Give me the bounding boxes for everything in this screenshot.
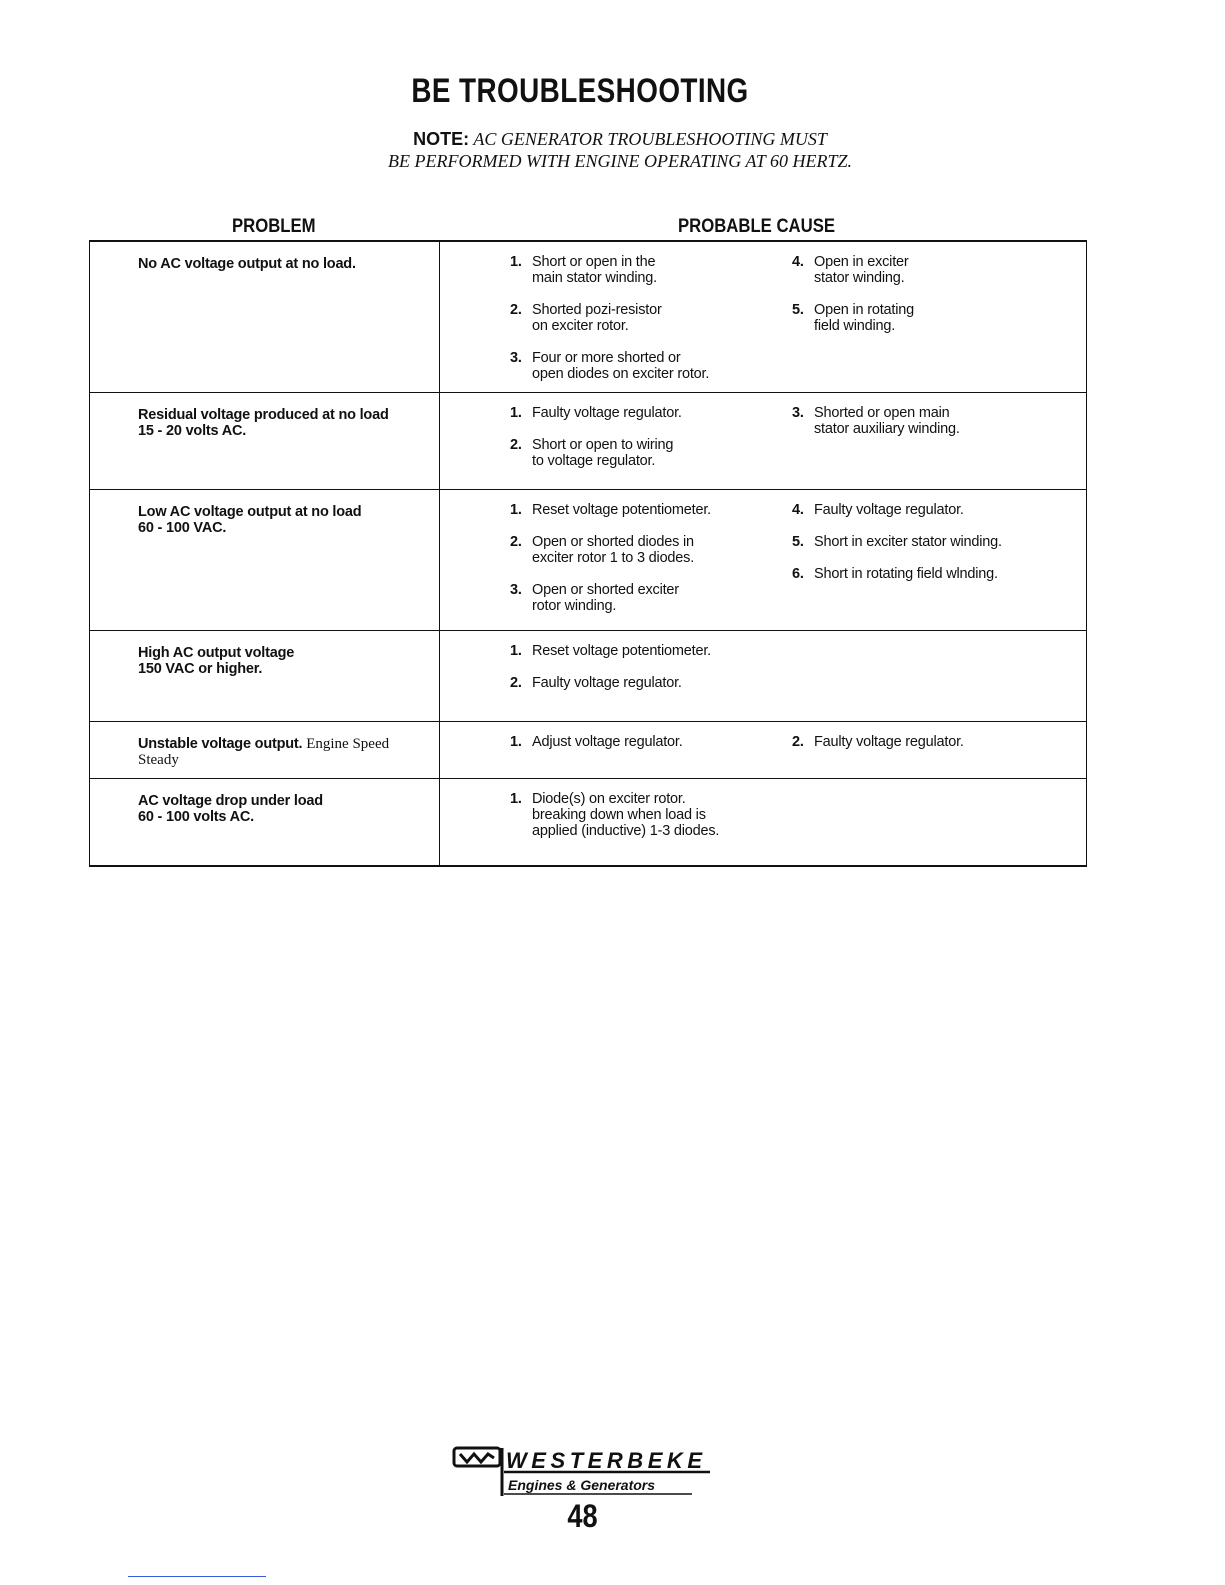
cause-item	[792, 566, 1072, 582]
cause-text: Short or open in the main stator winding.	[532, 254, 657, 286]
problem-cell	[90, 393, 440, 489]
cause-number: 4.	[792, 502, 804, 518]
problem-text: High AC output voltage	[138, 645, 295, 661]
cause-column-right	[792, 791, 1072, 839]
cause-column-right	[792, 502, 1072, 614]
cause-cell	[440, 722, 1086, 778]
cause-text: Faulty voltage regulator.	[532, 405, 682, 421]
cause-text: Reset voltage potentiometer.	[532, 502, 711, 518]
cause-number: 2.	[510, 534, 522, 550]
cause-item	[510, 734, 792, 750]
cause-number: 4.	[792, 254, 804, 270]
cause-item	[792, 405, 1072, 437]
cause-text: Open or shorted exciter rotor winding.	[532, 582, 679, 614]
bottom-rule	[128, 1576, 266, 1577]
cause-text: Diode(s) on exciter rotor. breaking down when load is applied (inductive) 1-3 diodes.	[532, 791, 720, 839]
cause-text: Open in rotating field winding.	[814, 302, 914, 334]
cause-number: 1.	[510, 791, 522, 807]
westerbeke-logo	[452, 1444, 722, 1504]
cause-item	[792, 254, 1072, 286]
cause-column-right	[792, 254, 1072, 382]
cause-item	[792, 502, 1072, 518]
cause-header: PROBABLE CAUSE	[678, 216, 835, 237]
table-row	[90, 630, 1086, 721]
cause-text: Faulty voltage regulator.	[814, 502, 964, 518]
cause-text: Faulty voltage regulator.	[532, 675, 682, 691]
cause-number: 1.	[510, 502, 522, 518]
table-row	[90, 489, 1086, 630]
cause-text: Short in exciter stator winding.	[814, 534, 1002, 550]
cause-text: Adjust voltage regulator.	[532, 734, 683, 750]
cause-text: Open or shorted diodes in exciter rotor 1 to 3 diodes.	[532, 534, 695, 566]
cause-item	[510, 502, 792, 518]
problem-cell	[90, 722, 440, 778]
cause-number: 5.	[792, 302, 804, 318]
cause-column-left	[510, 643, 792, 691]
problem-text: AC voltage drop under load	[138, 793, 323, 809]
problem-cell	[90, 242, 440, 392]
cause-text: Shorted pozi-resistor on exciter rotor.	[532, 302, 662, 334]
cause-column-left	[510, 502, 792, 614]
cause-column-right	[792, 734, 1072, 750]
cause-cell	[440, 242, 1086, 392]
cause-number: 3.	[792, 405, 804, 421]
problem-text: No AC voltage output at no load.	[138, 256, 356, 272]
cause-column-left	[510, 791, 792, 839]
cause-item	[792, 534, 1072, 550]
problem-text: 60 - 100 VAC.	[138, 520, 227, 536]
page-title: BE TROUBLESHOOTING	[411, 72, 749, 110]
cause-item	[510, 254, 792, 286]
problem-text: 150 VAC or higher.	[138, 661, 263, 677]
logo-brand: WESTERBEKE	[506, 1448, 702, 1473]
problem-text: 60 - 100 volts AC.	[138, 809, 254, 825]
page-number: 48	[567, 1498, 598, 1534]
cause-number: 3.	[510, 582, 522, 598]
cause-item	[510, 350, 792, 382]
problem-cell	[90, 631, 440, 721]
cause-item	[510, 405, 792, 421]
note-line-2: BE PERFORMED WITH ENGINE OPERATING AT 60 HERTZ.	[388, 151, 852, 171]
problem-text: Residual voltage produced at no load	[138, 407, 389, 423]
note-line-1: AC GENERATOR TROUBLESHOOTING MUST	[473, 129, 827, 149]
cause-number: 2.	[792, 734, 804, 750]
cause-text: Reset voltage potentiometer.	[532, 643, 711, 659]
problem-header: PROBLEM	[232, 216, 316, 237]
cause-number: 5.	[792, 534, 804, 550]
logo-tagline: Engines & Generators	[508, 1477, 656, 1493]
problem-suffix: Engine Speed Steady	[138, 736, 390, 768]
cause-text: Four or more shorted or open diodes on exciter rotor.	[532, 350, 710, 382]
cause-cell	[440, 490, 1086, 630]
cause-item	[510, 791, 792, 839]
cause-number: 2.	[510, 437, 522, 453]
cause-item	[510, 582, 792, 614]
cause-number: 2.	[510, 675, 522, 691]
cause-item	[510, 643, 792, 659]
problem-text: 15 - 20 volts AC.	[138, 423, 247, 439]
cause-number: 1.	[510, 405, 522, 421]
cause-column-left	[510, 405, 792, 469]
table-row	[90, 392, 1086, 489]
cause-number: 3.	[510, 350, 522, 366]
troubleshooting-table	[89, 240, 1087, 867]
table-row	[90, 721, 1086, 778]
cause-text: Faulty voltage regulator.	[814, 734, 964, 750]
cause-item	[792, 302, 1072, 334]
cause-item	[510, 302, 792, 334]
cause-number: 6.	[792, 566, 804, 582]
problem-cell	[90, 779, 440, 865]
problem-text: Low AC voltage output at no load	[138, 504, 362, 520]
cause-number: 1.	[510, 643, 522, 659]
table-row	[90, 778, 1086, 865]
problem-text-main: Unstable voltage output.	[138, 736, 303, 752]
cause-column-left	[510, 734, 792, 750]
cause-text: Open in exciter stator winding.	[814, 254, 909, 286]
cause-column-right	[792, 643, 1072, 691]
cause-item	[510, 675, 792, 691]
cause-cell	[440, 779, 1086, 865]
problem-cell	[90, 490, 440, 630]
cause-item	[510, 534, 792, 566]
problem-text	[138, 736, 431, 768]
cause-number: 1.	[510, 734, 522, 750]
cause-number: 1.	[510, 254, 522, 270]
table-row	[90, 242, 1086, 392]
cause-column-left	[510, 254, 792, 382]
cause-column-right	[792, 405, 1072, 469]
cause-text: Short in rotating field wlnding.	[814, 566, 998, 582]
cause-item	[792, 734, 1072, 750]
cause-item	[510, 437, 792, 469]
cause-cell	[440, 631, 1086, 721]
cause-text: Short or open to wiring to voltage regulator.	[532, 437, 674, 469]
cause-number: 2.	[510, 302, 522, 318]
note-label: NOTE:	[413, 129, 470, 149]
cause-cell	[440, 393, 1086, 489]
cause-text: Shorted or open main stator auxiliary winding.	[814, 405, 960, 437]
note	[300, 128, 940, 172]
